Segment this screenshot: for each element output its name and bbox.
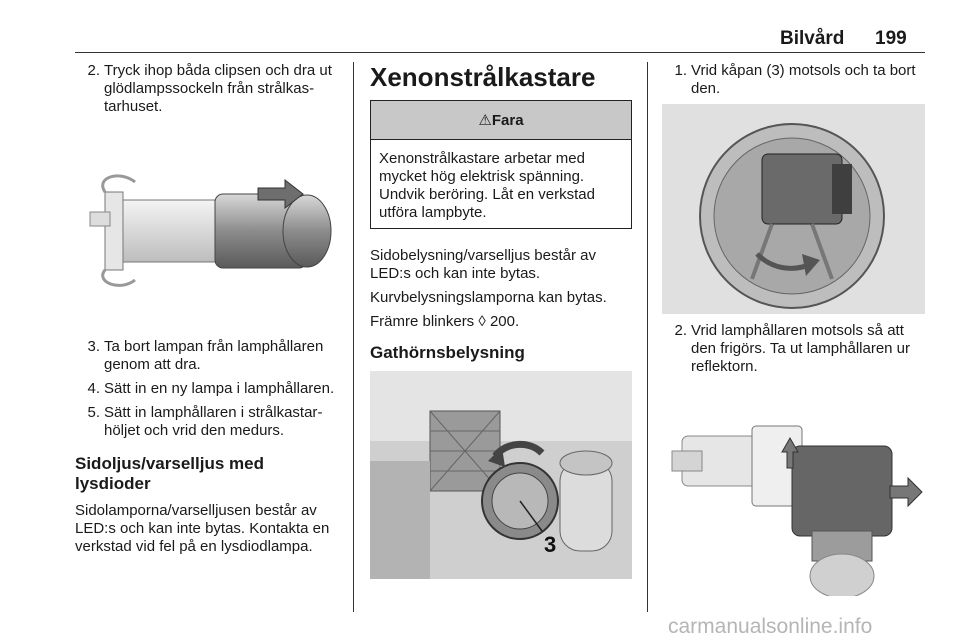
step-number: 2. <box>674 322 687 339</box>
step-5 <box>75 404 340 440</box>
step-text: Vrid kåpan (3) motsols och ta bort den. <box>691 62 916 97</box>
cornering-lamp-illustration <box>370 371 632 579</box>
page-ref-icon: ◊ <box>478 313 486 330</box>
step-number: 5. <box>87 404 100 421</box>
step-text: Vrid lamphållaren motsols så att den frigörs. Ta ut lamphållaren ur reflektorn. <box>691 322 911 375</box>
subheading: Gathörnsbelysning <box>370 343 525 362</box>
header-rule <box>75 52 925 53</box>
step-text: Ta bort lampan från lamphållaren genom att dra. <box>104 338 324 373</box>
callout-3: 3 <box>544 532 557 557</box>
column-2 <box>370 62 632 579</box>
step-4 <box>75 380 340 398</box>
lamp-cover-illustration <box>662 104 925 314</box>
step-number: 3. <box>87 338 100 355</box>
danger-text: Xenonstrålkastare arbetar med mycket hög elektrisk spänning. Undvik beröring. Låt en verkstad utföra lampbyte. <box>379 150 595 221</box>
column-divider-1 <box>353 62 354 612</box>
column-3 <box>662 62 925 596</box>
section-text: Sidolamporna/varselljusen består av LED:s och kan inte bytas. Kontakta en verkstad vid fel på en lysdiodlampa. <box>75 502 330 555</box>
blinkers-ref: 200. <box>485 313 520 330</box>
step-2 <box>662 322 925 376</box>
step-text: Sätt in en ny lampa i lamphållaren. <box>104 380 335 397</box>
page-header-title: Bilvård <box>780 28 845 49</box>
blinkers-text: Främre blinkers <box>370 313 479 330</box>
step-number: 2. <box>87 62 100 79</box>
danger-title: Fara <box>491 112 524 129</box>
watermark: carmanualsonline.info <box>668 615 873 638</box>
step-text: Sätt in lamphållaren i strålkastarhöljet och vrid den medurs. <box>104 404 323 439</box>
step-number: 1. <box>674 62 687 79</box>
step-text: Tryck ihop båda clipsen och dra ut glödlampssockeln från strålkastarhuset. <box>104 62 332 115</box>
lamp-holder-illustration <box>662 396 925 596</box>
column-divider-2 <box>647 62 648 612</box>
paragraph-cornering: Kurvbelysningslamporna kan bytas. <box>370 289 607 306</box>
bulb-socket-illustration <box>75 122 340 330</box>
step-3 <box>75 338 340 374</box>
paragraph-blinkers <box>370 313 632 331</box>
step-number: 4. <box>87 380 100 397</box>
step-1 <box>662 62 925 98</box>
warning-icon: ⚠ <box>478 112 492 129</box>
section-heading: Sidoljus/varselljus med lysdioder <box>75 454 264 493</box>
page-number: 199 <box>875 28 907 49</box>
column-1 <box>75 62 340 562</box>
danger-header <box>371 101 631 140</box>
section-title: Xenonstrålkastare <box>370 62 596 92</box>
paragraph-led: Sidobelysning/varselljus består av LED:s och kan inte bytas. <box>370 247 596 282</box>
danger-box <box>370 100 632 229</box>
step-2 <box>75 62 340 116</box>
